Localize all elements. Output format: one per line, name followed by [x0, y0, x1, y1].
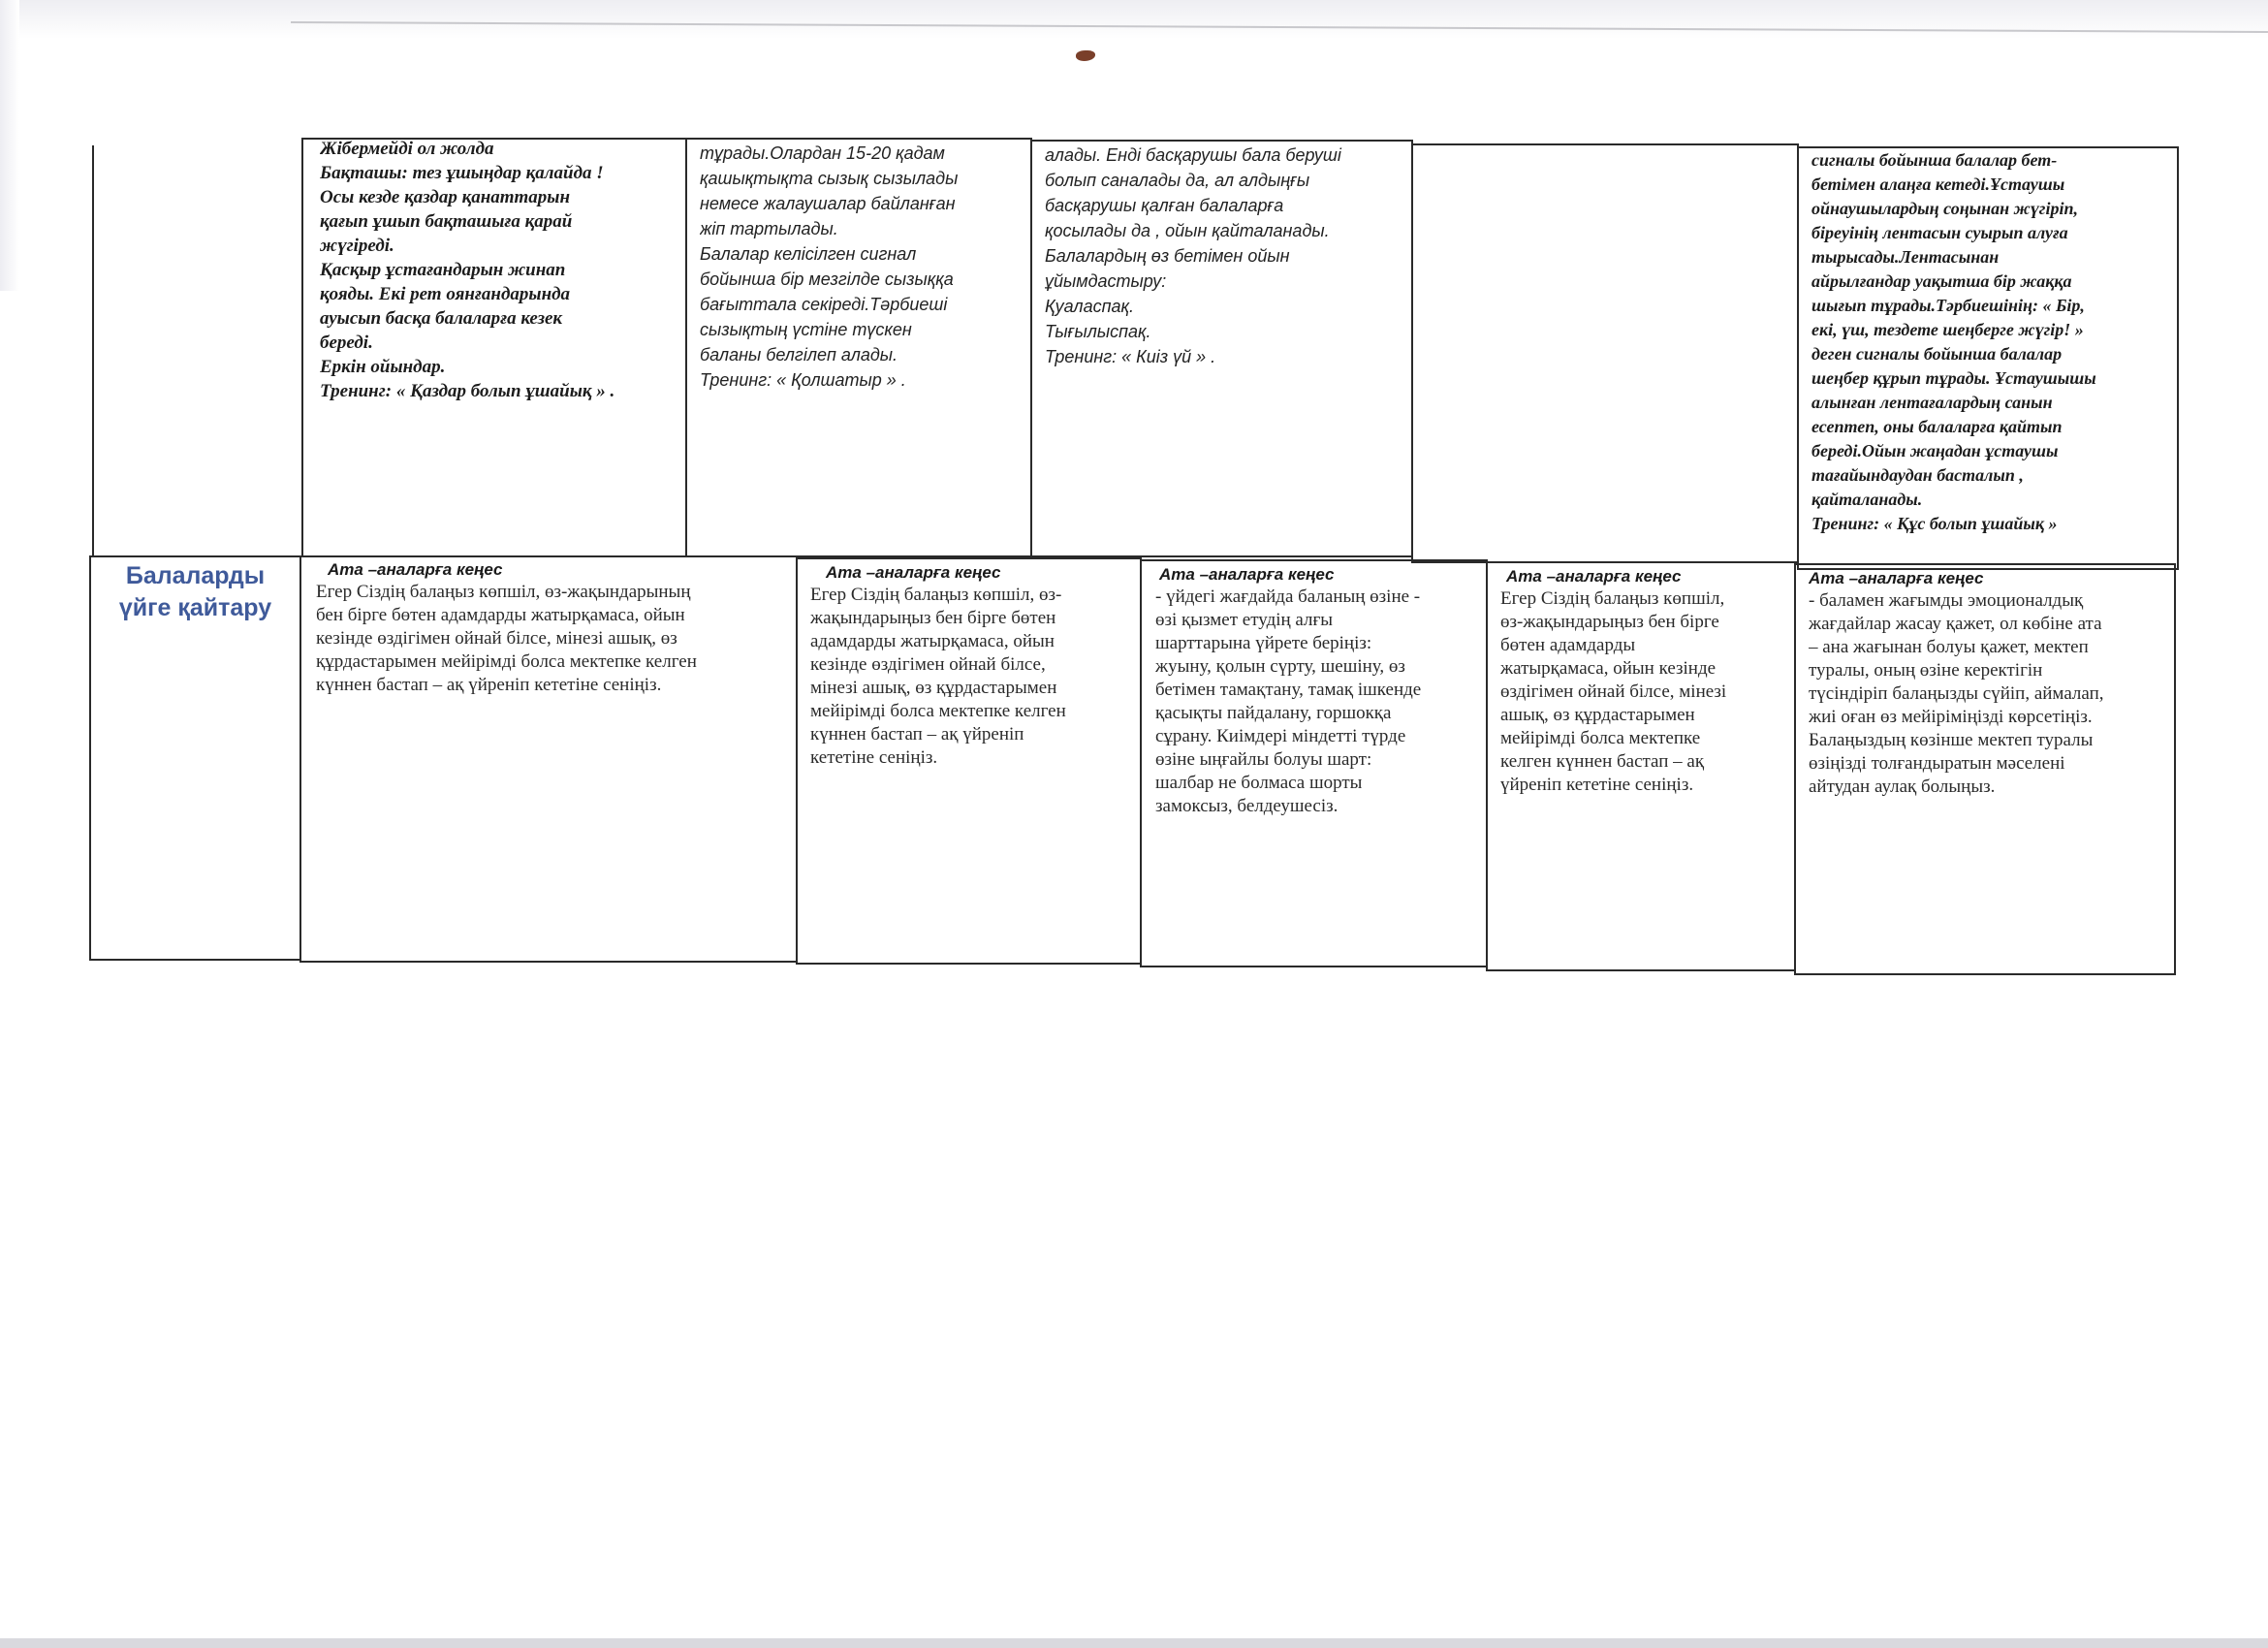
text-line: өздігімен ойнай білсе, мінезі	[1500, 681, 1727, 702]
text-line: кезінде өздігімен ойнай білсе,	[810, 654, 1046, 675]
text-line: бетімен алаңға кетеді.Ұстаушы	[1811, 174, 2065, 194]
scan-edge-bottom	[0, 1638, 2268, 1648]
text-line: Тренинг: « Қаздар болып ұшайық » .	[320, 381, 615, 401]
text-line: – ана жағынан болуы қажет, мектеп	[1809, 637, 2089, 657]
text-line: береді.Ойын жаңадан ұстаушы	[1811, 441, 2059, 460]
scan-edge-left	[0, 0, 19, 291]
row2-cell-4-content	[1500, 566, 1793, 828]
text-line: қағып ұшып бақташыға қарай	[320, 211, 573, 232]
row-label-children-return-home	[93, 560, 298, 638]
row1-cell-3-text	[700, 141, 1024, 412]
text-line: жуыну, қолын сүрту, шешіну, өз	[1155, 656, 1405, 677]
text-line: жағдайлар жасау қажет, ол көбіне ата	[1809, 614, 2102, 634]
text-line: адамдарды жатырқамаса, ойын	[810, 631, 1055, 651]
advice-heading: Ата –аналарға кеңес	[1506, 567, 1682, 586]
row1-cell-label	[92, 145, 303, 557]
advice-heading: Ата –аналарға кеңес	[1809, 569, 1984, 587]
text-line: өзіне ыңғайлы болуы шарт:	[1155, 749, 1372, 770]
text-line: туралы, оның өзіне керектігін	[1809, 660, 2043, 681]
text-line: Тығылыспақ.	[1045, 322, 1151, 341]
text-line: сұрану. Киімдері міндетті түрде	[1155, 726, 1406, 746]
text-line: шарттарына үйрете беріңіз:	[1155, 633, 1372, 653]
row2-cell-5-content	[1809, 568, 2173, 830]
advice-heading: Ата –аналарға кеңес	[826, 563, 1001, 582]
text-line: Бақташы: тез ұшыңдар қалайда !	[320, 163, 604, 183]
text-line: бен бірге бөтен адамдарды жатырқамаса, ойын	[316, 605, 685, 625]
text-line: Тренинг: « Қолшатыр » .	[700, 370, 906, 390]
text-line: өз-жақындарыңыз бен бірге	[1500, 612, 1719, 632]
text-line: ұйымдастыру:	[1045, 271, 1167, 291]
text-line: жиі оған өз мейіріміңізді көрсетіңіз.	[1809, 707, 2093, 727]
text-line: ойнаушылардың соңынан жүгіріп,	[1811, 199, 2078, 218]
text-line: келген күннен бастап – ақ	[1500, 751, 1705, 772]
text-line: алынған лентағалардың санын	[1811, 393, 2053, 412]
text-line: Егер Сіздің балаңыз көпшіл, өз-	[810, 585, 1062, 605]
text-line: Қуаласпақ.	[1045, 297, 1134, 316]
text-line: тұрады.Олардан 15-20 қадам	[700, 143, 945, 163]
text-line: немесе жалаушалар байланған	[700, 194, 956, 213]
text-line: жүгіреді.	[320, 236, 394, 256]
text-line: замоксыз, белдеушесіз.	[1155, 796, 1339, 816]
text-line: Қасқыр ұстағандарын жинап	[320, 260, 566, 280]
text-line: Тренинг: « Киіз үй » .	[1045, 347, 1216, 366]
text-line: тағайындаудан басталып ,	[1811, 465, 2024, 485]
text-line: - үйдегі жағдайда баланың өзіне -	[1155, 586, 1421, 607]
text-line: шеңбер құрып тұрады. Ұстаушышы	[1811, 368, 2096, 388]
text-line: күннен бастап – ақ үйреніп кететіне сеніңіз.	[316, 675, 662, 695]
text-line: жіп тартылады.	[700, 219, 838, 238]
text-line: кезінде өздігімен ойнай білсе, мінезі ашық, өз	[316, 628, 677, 649]
text-line: екі, үш, тездете шеңберге жүгір! »	[1811, 320, 2084, 339]
advice-heading: Ата –аналарға кеңес	[328, 560, 503, 579]
text-line: өзі қызмет етудің алғы	[1155, 610, 1334, 630]
text-line: шығып тұрады.Тәрбиешінің: « Бір,	[1811, 296, 2085, 315]
text-line: Егер Сіздің балаңыз көпшіл, өз-жақындарының	[316, 582, 691, 602]
text-line: кететіне сеніңіз.	[810, 747, 938, 768]
text-line: береді.	[320, 333, 373, 353]
text-line: жақындарыңыз бен бірге бөтен	[810, 608, 1056, 628]
text-line: шалбар не болмаса шорты	[1155, 773, 1363, 793]
text-line: мінезі ашық, өз құрдастарымен	[810, 678, 1057, 698]
text-line: Еркін ойындар.	[320, 357, 446, 377]
text-line: баланы белгілеп алады.	[700, 345, 898, 364]
text-line: айрылғандар уақытша бір жаққа	[1811, 271, 2072, 291]
text-line: қояды. Екі рет оянғандарында	[320, 284, 571, 304]
text-line: айтудан аулақ болыңыз.	[1809, 776, 1996, 797]
text-line: Тренинг: « Құс болып ұшайық »	[1811, 514, 2058, 533]
text-line: біреуінің лентасын суырып алуға	[1811, 223, 2068, 242]
text-line: үйреніп кететіне сеніңіз.	[1500, 775, 1694, 795]
text-line: жатырқамаса, ойын кезінде	[1500, 658, 1717, 679]
text-line: сызықтың үстіне түскен	[700, 320, 912, 339]
row1-cell-5	[1411, 143, 1799, 563]
text-line: ашық, өз құрдастарымен	[1500, 705, 1695, 725]
text-line: қасықты пайдалану, горшокқа	[1155, 703, 1392, 723]
text-line: Жібермейді ол жолда	[320, 139, 494, 159]
row2-cell-1-content	[316, 559, 795, 705]
text-line: сигналы бойынша балалар бет-	[1811, 150, 2058, 170]
text-line: Балаңыздың көзінше мектеп туралы	[1809, 730, 2094, 750]
row2-cell-2-content	[810, 562, 1138, 795]
row2-cell-3-content	[1155, 564, 1485, 845]
text-line: күннен бастап – ақ үйреніп	[810, 724, 1024, 745]
text-line: - баламен жағымды эмоционалдық	[1809, 590, 2084, 611]
text-line: түсіндіріп балаңызды сүйіп, аймалап,	[1809, 683, 2104, 704]
text-line: бетімен тамақтану, тамақ ішкенде	[1155, 680, 1422, 700]
text-line: қайталанады.	[1811, 490, 1923, 509]
text-line: өзіңізді толғандыратын мәселені	[1809, 753, 2065, 774]
text-line: Балалар келісілген сигнал	[700, 244, 917, 264]
text-line: бағыттала секіреді.Тәрбиеші	[700, 295, 948, 314]
text-line: ауысып басқа балаларға кезек	[320, 308, 563, 329]
text-line: құрдастарымен мейірімді болса мектепке келген	[316, 651, 697, 672]
row1-cell-4-text	[1045, 143, 1405, 385]
text-line: Балалардың өз бетімен ойын	[1045, 246, 1290, 266]
text-line: есептеп, оны балаларға қайтып	[1811, 417, 2063, 436]
text-line: Егер Сіздің балаңыз көпшіл,	[1500, 588, 1725, 609]
text-line: қосылады да , ойын қайталанады.	[1045, 221, 1330, 240]
text-line: басқарушы қалған балаларға	[1045, 196, 1284, 215]
text-line: қашықтықта сызық сызылады	[700, 169, 959, 188]
row-label-line: Балаларды	[125, 562, 266, 589]
text-line: Осы кезде қаздар қанаттарын	[320, 187, 571, 207]
text-line: бойынша бір мезгілде сызыққа	[700, 269, 954, 289]
advice-heading: Ата –аналарға кеңес	[1159, 565, 1335, 584]
text-line: алады. Енді басқарушы бала беруші	[1045, 145, 1341, 165]
text-line: мейірімді болса мектепке	[1500, 728, 1701, 748]
text-line: тырысады.Лентасынан	[1811, 247, 2000, 267]
text-line: мейірімді болса мектепке келген	[810, 701, 1066, 721]
text-line: бөтен адамдарды	[1500, 635, 1636, 655]
text-line: болып саналады да, ал алдыңғы	[1045, 171, 1310, 190]
row-label-line: үйге қайтару	[118, 594, 272, 621]
row1-cell-6-text	[1811, 148, 2176, 551]
row1-cell-2-text	[320, 137, 678, 413]
text-line: деген сигналы бойынша балалар	[1811, 344, 2063, 364]
